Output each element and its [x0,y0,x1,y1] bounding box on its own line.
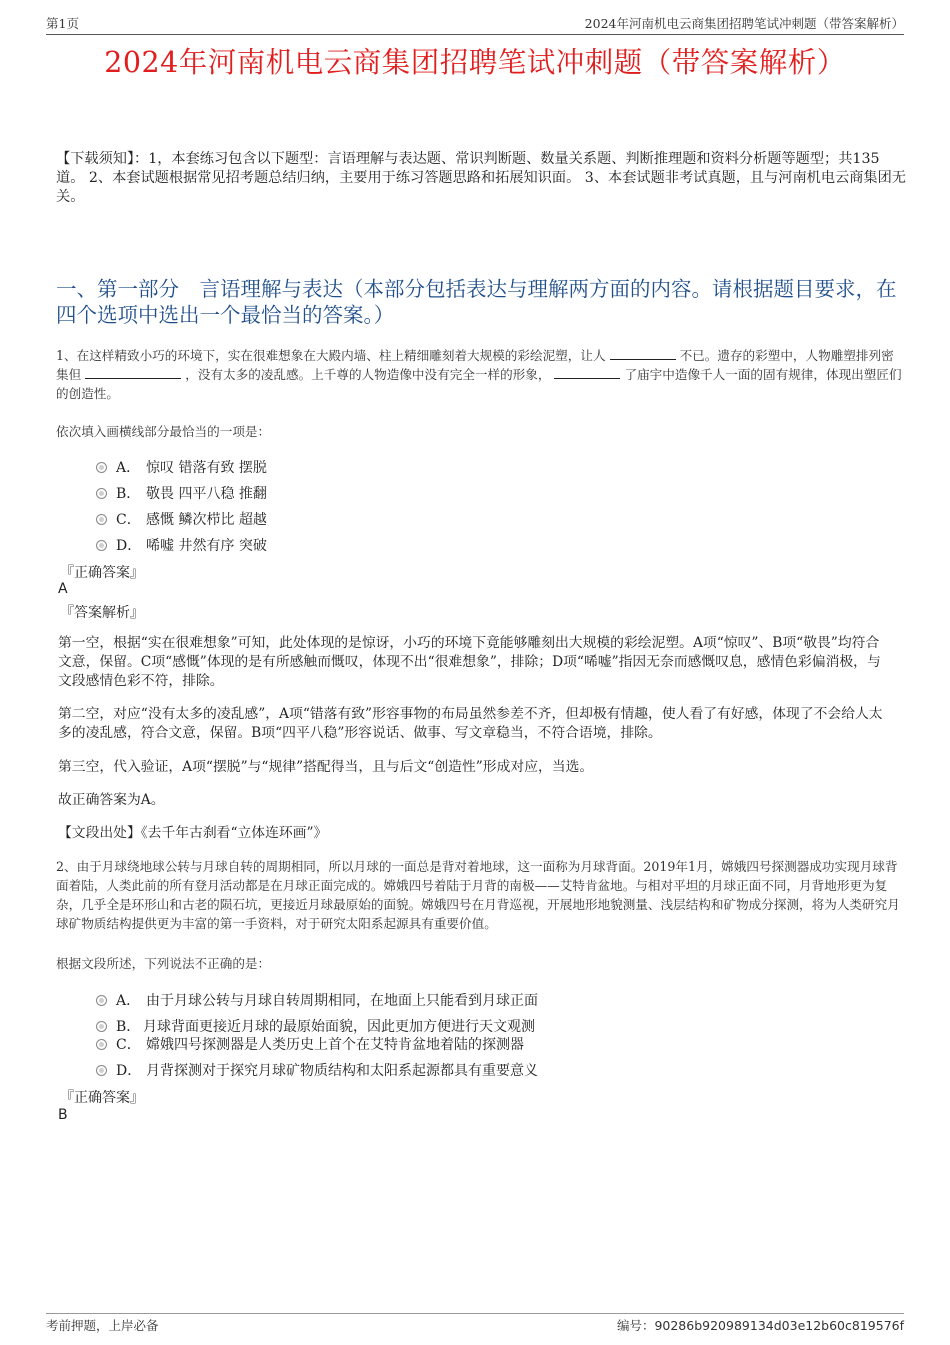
option-letter: C． [116,512,141,528]
option-letter: B． [116,486,141,502]
q1-text-part2: 不已。遗存的彩塑中，人物雕塑排列密集但 [56,348,894,382]
code-label: 编号： [616,1318,655,1333]
fill-blank-2 [85,365,181,379]
section-heading: 一、第一部分 言语理解与表达（本部分包括表达与理解两方面的内容。请根据题目要求，在四个选项中选出一个最恰当的答案。） [56,277,897,327]
radio-icon[interactable] [96,1065,107,1076]
option-text: 感慨 鳞次栉比 超越 [146,512,267,528]
question-1-prompt: 依次填入画横线部分最恰当的一项是： [56,424,271,439]
footer-slogan: 考前押题，上岸必备 [46,1318,159,1333]
analysis-paragraph: 第一空，根据“实在很难想象”可知，此处体现的是惊讶，小巧的环境下竟能够雕刻出大规模的彩绘泥塑。A项“惊叹”、B项“敬畏”均符合文意，保留。C项“感慨”体现的是有所感触而慨叹，体现不出“很难想象”，排除；D项“唏嘘”指因无奈而感慨叹息，感情色彩偏消极，与文段感情色彩不符，排除。 [58,635,881,689]
analysis-paragraph: 第二空，对应“没有太多的凌乱感”，A项“错落有致”形容事物的布局虽然参差不齐，但却极有情趣，使人看了有好感，体现了不会给人太多的凌乱感，符合文意，保留。B项“四平八稳”形容说话、做事、写文章稳当，不符合语境，排除。 [58,706,883,741]
page-footer [46,1313,904,1334]
option-letter: C． [116,1037,141,1053]
answer-analysis-label: 『答案解析』 [60,605,144,621]
q1-text-part1: 1、在这样精致小巧的环境下，实在很难想象在大殿内墙、柱上精细雕刻着大规模的彩绘泥塑，让人 [56,348,606,363]
code-value: 90286b920989134d03e12b60c819576f [654,1318,904,1333]
radio-icon[interactable] [96,995,107,1006]
correct-answer-label: 『正确答案』 [60,565,144,581]
correct-answer-value: B [58,1107,68,1123]
option-text: 由于月球公转与月球自转周期相同，在地面上只能看到月球正面 [146,993,538,1009]
radio-icon[interactable] [96,462,107,473]
page-header [46,14,904,35]
question-1-stem [56,346,906,403]
radio-icon[interactable] [96,1039,107,1050]
analysis-conclusion: 故正确答案为A。 [58,792,165,808]
option-text: 嫦娥四号探测器是人类历史上首个在艾特肯盆地着陆的探测器 [146,1037,524,1053]
radio-icon[interactable] [96,1021,107,1032]
question-2-stem: 2、由于月球绕地球公转与月球自转的周期相同，所以月球的一面总是背对着地球，这一面称为月球背面。2019年1月，嫦娥四号探测器成功实现月球背面着陆，人类此前的所有登月活动都是在月球正面完成的。嫦娥四号着陆于月背的南极——艾特肯盆地。与相对平坦的月球正面不同，月背地形更为复杂，几乎全是环形山和古老的陨石坑，更接近月球最原始的面貌。嫦娥四号在月背巡视，开展地形地貌测量、浅层结构和矿物成分探测，将为人类研究月球矿物质结构提供更为丰富的第一手资料，对于研究太阳系起源具有重要价值。 [56,859,900,931]
page-number: 第1页 [46,16,79,31]
q1-text-part4: 了庙宇中造像千人一面的固有规律，体现出塑匠们的创造性。 [56,367,902,401]
analysis-paragraph: 第三空，代入验证，A项“摆脱”与“规律”搭配得当，且与后文“创造性”形成对应，当选。 [58,759,594,775]
radio-icon[interactable] [96,488,107,499]
option-text: 月球背面更接近月球的最原始面貌，因此更加方便进行天文观测 [143,1019,535,1035]
radio-icon[interactable] [96,540,107,551]
header-doc-title: 2024年河南机电云商集团招聘笔试冲刺题（带答案解析） [584,16,904,31]
option-letter: A． [116,993,141,1009]
option-text: 敬畏 四平八稳 推翻 [146,486,267,502]
option-letter: D． [116,538,142,554]
fill-blank-3 [554,365,620,379]
q1-text-part3: ，没有太多的凌乱感。上千尊的人物造像中没有完全一样的形象， [185,367,551,382]
option-text: 唏嘘 井然有序 突破 [146,538,267,554]
radio-icon[interactable] [96,514,107,525]
document-title: 2024年河南机电云商集团招聘笔试冲刺题（带答案解析） [104,46,846,79]
correct-answer-value: A [58,581,68,597]
option-text: 惊叹 错落有致 摆脱 [146,460,267,476]
fill-blank-1 [610,346,676,360]
document-code [617,1316,904,1334]
option-text: 月背探测对于探究月球矿物质结构和太阳系起源都具有重要意义 [146,1063,538,1079]
source-citation: 【文段出处】《去千年古刹看“立体连环画”》 [58,825,328,841]
option-letter: A． [116,460,141,476]
correct-answer-label: 『正确答案』 [60,1090,144,1106]
download-notice: 【下载须知】：1，本套练习包含以下题型：言语理解与表达题、常识判断题、数量关系题、判断推理题和资料分析题等题型；共135道。 2、本套试题根据常见招考题总结归纳，主要用于练习答题思路和拓展知识面。 3、本套试题非考试真题，且与河南机电云商集团无关。 [56,151,906,205]
option-letter: D． [116,1063,142,1079]
question-2-prompt: 根据文段所述，下列说法不正确的是： [56,956,271,971]
option-letter: B． [116,1019,141,1035]
